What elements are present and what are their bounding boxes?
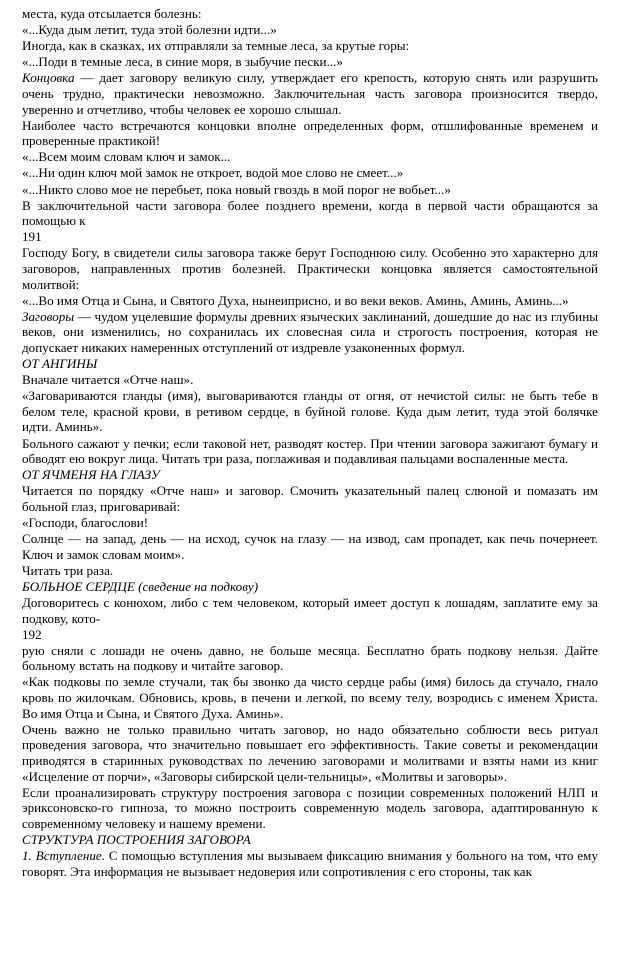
paragraph-text: — дает заговору великую силу, утверждает его крепость, которую снять или разрушить очень трудно, практически невозможно. Заключительная часть заговора произносится твердо, уверенно и отчетливо, чтобы человек ее хорошо слышал. bbox=[22, 70, 598, 117]
paragraph: «...Во имя Отца и Сына, и Святого Духа, нынеиприсно, и во веки веков. Аминь, Аминь, Аминь...» bbox=[22, 292, 569, 308]
paragraph: Вначале читается «Отче наш». bbox=[22, 372, 194, 388]
paragraph: «...Всем моим словам ключ и замок... bbox=[22, 149, 231, 165]
section-heading: ОТ ЯЧМЕНЯ НА ГЛАЗУ bbox=[22, 467, 160, 483]
paragraph: «Господи, благослови! bbox=[22, 515, 149, 530]
paragraph: места, куда отсылается болезнь: bbox=[22, 6, 202, 21]
paragraph-lead-term: 1. Вступление. bbox=[22, 847, 106, 863]
paragraph-lead-term: Заговоры bbox=[22, 308, 75, 324]
paragraph: Договоритесь с конюхом, либо с тем человеком, который имеет доступ к лошадям, заплатите ему за подкову, кото- bbox=[22, 594, 598, 626]
paragraph: Господу Богу, в свидетели силы заговора также берут Господнюю силу. Особенно это характерно для заговоров, направленных против болезней. Практически концовка является самостоятельной молитвой: bbox=[22, 245, 598, 292]
paragraph: В заключительной части заговора более позднего времени, когда в первой части обращаются за помощью к bbox=[22, 197, 598, 229]
paragraph: Солнце — на запад, день — на исход, сучок на глазу — на извод, сам пропадет, как печь почернеет. Ключ и замок словам моим». bbox=[22, 531, 598, 562]
paragraph bbox=[22, 309, 598, 356]
page-number: 191 bbox=[22, 229, 42, 245]
page-number: 192 bbox=[22, 626, 42, 642]
paragraph: Очень важно не только правильно читать заговор, но надо обязательно соблюсти весь ритуал проведения заговора, что значительно повышает его эффективность. Такие советы и рекомендации приводятся в старинных руководствах по лечению заговорами и молитвами и взяты нами из книг «Исцеление от порчи», «Заговоры сибирской цели-тельницы», «Молитвы и заговоры». bbox=[22, 721, 598, 784]
paragraph: рую сняли с лошади не очень давно, не больше месяца. Бесплатно брать подкову нельзя. Дайте больному встать на подкову и читайте заговор. bbox=[22, 642, 598, 674]
section-heading: ОТ АНГИНЫ bbox=[22, 356, 98, 372]
paragraph: Больного сажают у печки; если таковой нет, разводят костер. При чтении заговора зажигают бумагу и обводят ею вокруг лица. Читать три раза, поглаживая и подавливая пальцами воспаленные места. bbox=[22, 435, 598, 467]
paragraph: «...Никто слово мое не перебьет, пока новый гвоздь в мой порог не вобьет...» bbox=[22, 181, 451, 197]
section-heading: БОЛЬНОЕ СЕРДЦЕ (сведение на подкову) bbox=[22, 578, 259, 594]
paragraph: «...Поди в темные леса, в синие моря, в зыбучие пески...» bbox=[22, 54, 343, 70]
paragraph: Наиболее часто встречаются концовки вполне определенных форм, отшлифованные временем и проверенные практикой! bbox=[22, 117, 598, 149]
paragraph: Иногда, как в сказках, их отправляли за темные леса, за крутые горы: bbox=[22, 38, 410, 54]
document-body bbox=[22, 6, 598, 879]
paragraph: Читать три раза. bbox=[22, 562, 114, 578]
paragraph-lead-term: Концовка bbox=[22, 70, 75, 86]
section-heading: СТРУКТУРА ПОСТРОЕНИЯ ЗАГОВОРА bbox=[22, 831, 251, 847]
paragraph: Читается по порядку «Отче наш» и заговор. Смочить указательный палец слюной и помазать им больной глаз, приговаривай: bbox=[22, 483, 598, 514]
paragraph: «Как подковы по земле стучали, так бы звонко да чисто сердце рабы (имя) билось да стучало, гнало кровь по жилочкам. Обновись, кровь, в печени и легкой, по всему телу, возродись с именем Христа. Во имя Отца и Сына, и Святого Духа. Аминь». bbox=[22, 674, 598, 721]
paragraph-text: — чудом уцелевшие формулы древних языческих заклинаний, дошедшие до нас из глубины веков, они изменились, но сохранилась их словесная сила и строгость построения, которая не допускает никаких намеренных отступлений от издревле узаконенных формул. bbox=[22, 308, 598, 355]
paragraph bbox=[22, 848, 598, 879]
paragraph: Если проанализировать структуру построения заговора с позиции современных положений НЛП и эриксоновско-го гипноза, то можно построить современную модель заговора, адаптированную к современному человеку и нашему времени. bbox=[22, 784, 598, 831]
paragraph: «Заговариваются гланды (имя), выговариваются гланды от огня, от нечистой силы: не быть тебе в белом теле, красной крови, в ретивом сердце, в буйной голове. Куда дым летит, туда этой болячке идти. Аминь». bbox=[22, 388, 598, 435]
paragraph-text: С помощью вступления мы вызываем фиксацию внимания у больного на том, что ему говорят. Эта информация не вызывает недоверия или сопротивления с его стороны, так как bbox=[22, 847, 599, 879]
paragraph: «...Куда дым летит, туда этой болезни идти...» bbox=[22, 22, 277, 38]
paragraph: «...Ни один ключ мой замок не откроет, водой мое слово не смеет...» bbox=[22, 165, 404, 181]
paragraph bbox=[22, 70, 598, 117]
